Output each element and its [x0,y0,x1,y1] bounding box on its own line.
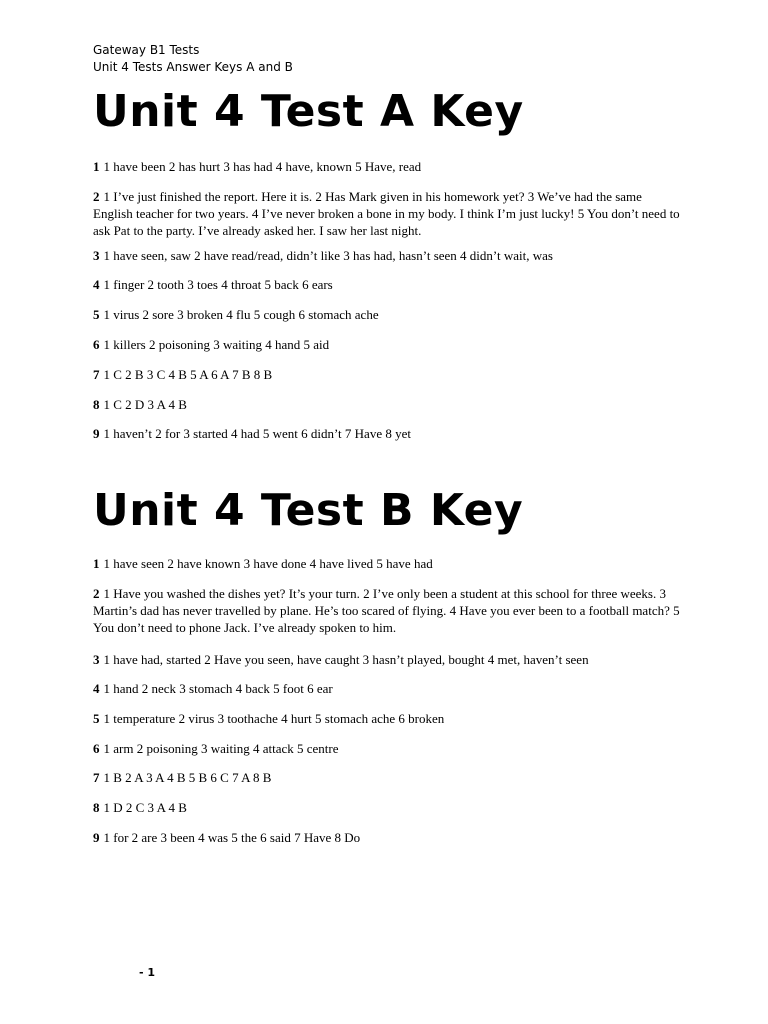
item-answers: 1 have seen 2 have known 3 have done 4 have lived 5 have had [103,556,433,571]
item-number: 6 [93,337,100,352]
item-answers: 1 have had, started 2 Have you seen, have caught 3 hasn’t played, bought 4 met, haven’t seen [103,652,589,667]
item-number: 7 [93,770,100,785]
test-a-item-1 [93,158,683,175]
test-b-title: Unit 4 Test B Key [93,485,524,536]
test-a-item-6 [93,336,683,353]
item-answers: 1 temperature 2 virus 3 toothache 4 hurt 5 stomach ache 6 broken [103,711,445,726]
test-a-item-8 [93,396,683,413]
item-answers: 1 have seen, saw 2 have read/read, didn’t like 3 has had, hasn’t seen 4 didn’t wait, was [103,248,553,263]
item-number: 1 [93,556,100,571]
item-answers: 1 C 2 D 3 A 4 B [103,397,187,412]
test-b-item-2 [93,585,683,636]
test-b-item-1 [93,555,683,572]
item-number: 4 [93,277,100,292]
item-number: 3 [93,248,100,263]
test-b-item-7 [93,769,683,786]
test-b-item-3 [93,651,683,668]
test-b-item-5 [93,710,683,727]
item-number: 6 [93,741,100,756]
item-answers: 1 arm 2 poisoning 3 waiting 4 attack 5 centre [103,741,339,756]
header-subtitle: Unit 4 Tests Answer Keys A and B [93,60,293,74]
test-b-item-8 [93,799,683,816]
item-number: 8 [93,397,100,412]
item-answers: 1 D 2 C 3 A 4 B [103,800,187,815]
item-answers: 1 I’ve just finished the report. Here it is. 2 Has Mark given in his homework yet? 3 We’ve had the same English teacher for two years. 4 I’ve never broken a bone in my body. I think I’m just lucky! 5 You don’t need to ask Pat to the party. I’ve already asked her. I saw her last night. [93,189,680,238]
test-b-item-6 [93,740,683,757]
item-answers: 1 killers 2 poisoning 3 waiting 4 hand 5 aid [103,337,330,352]
item-answers: 1 B 2 A 3 A 4 B 5 B 6 C 7 A 8 B [103,770,272,785]
item-number: 5 [93,711,100,726]
item-number: 2 [93,189,100,204]
test-a-item-7 [93,366,683,383]
item-number: 7 [93,367,100,382]
item-answers: 1 for 2 are 3 been 4 was 5 the 6 said 7 Have 8 Do [103,830,361,845]
item-answers: 1 C 2 B 3 C 4 B 5 A 6 A 7 B 8 B [103,367,273,382]
item-number: 8 [93,800,100,815]
item-number: 2 [93,586,100,601]
item-number: 1 [93,159,100,174]
test-a-item-3 [93,247,683,264]
page-number: - 1 [139,966,156,979]
test-a-item-2 [93,188,683,239]
test-a-item-4 [93,276,683,293]
test-b-item-4 [93,680,683,697]
document-header [93,42,293,76]
item-number: 3 [93,652,100,667]
item-answers: 1 hand 2 neck 3 stomach 4 back 5 foot 6 ear [103,681,333,696]
item-number: 5 [93,307,100,322]
item-answers: 1 haven’t 2 for 3 started 4 had 5 went 6 didn’t 7 Have 8 yet [103,426,411,441]
test-a-title: Unit 4 Test A Key [93,86,524,137]
item-number: 4 [93,681,100,696]
header-series: Gateway B1 Tests [93,43,200,57]
item-answers: 1 have been 2 has hurt 3 has had 4 have, known 5 Have, read [103,159,422,174]
item-answers: 1 finger 2 tooth 3 toes 4 throat 5 back 6 ears [103,277,333,292]
test-a-item-9 [93,425,683,442]
test-b-item-9 [93,829,683,846]
item-number: 9 [93,830,100,845]
item-answers: 1 virus 2 sore 3 broken 4 flu 5 cough 6 stomach ache [103,307,379,322]
item-answers: 1 Have you washed the dishes yet? It’s your turn. 2 I’ve only been a student at this school for three weeks. 3 Martin’s dad has never travelled by plane. He’s too scared of flying. 4 Have you ever been to a football match? 5 You don’t need to phone Jack. I’ve already spoken to him. [93,586,680,635]
test-a-item-5 [93,306,683,323]
item-number: 9 [93,426,100,441]
